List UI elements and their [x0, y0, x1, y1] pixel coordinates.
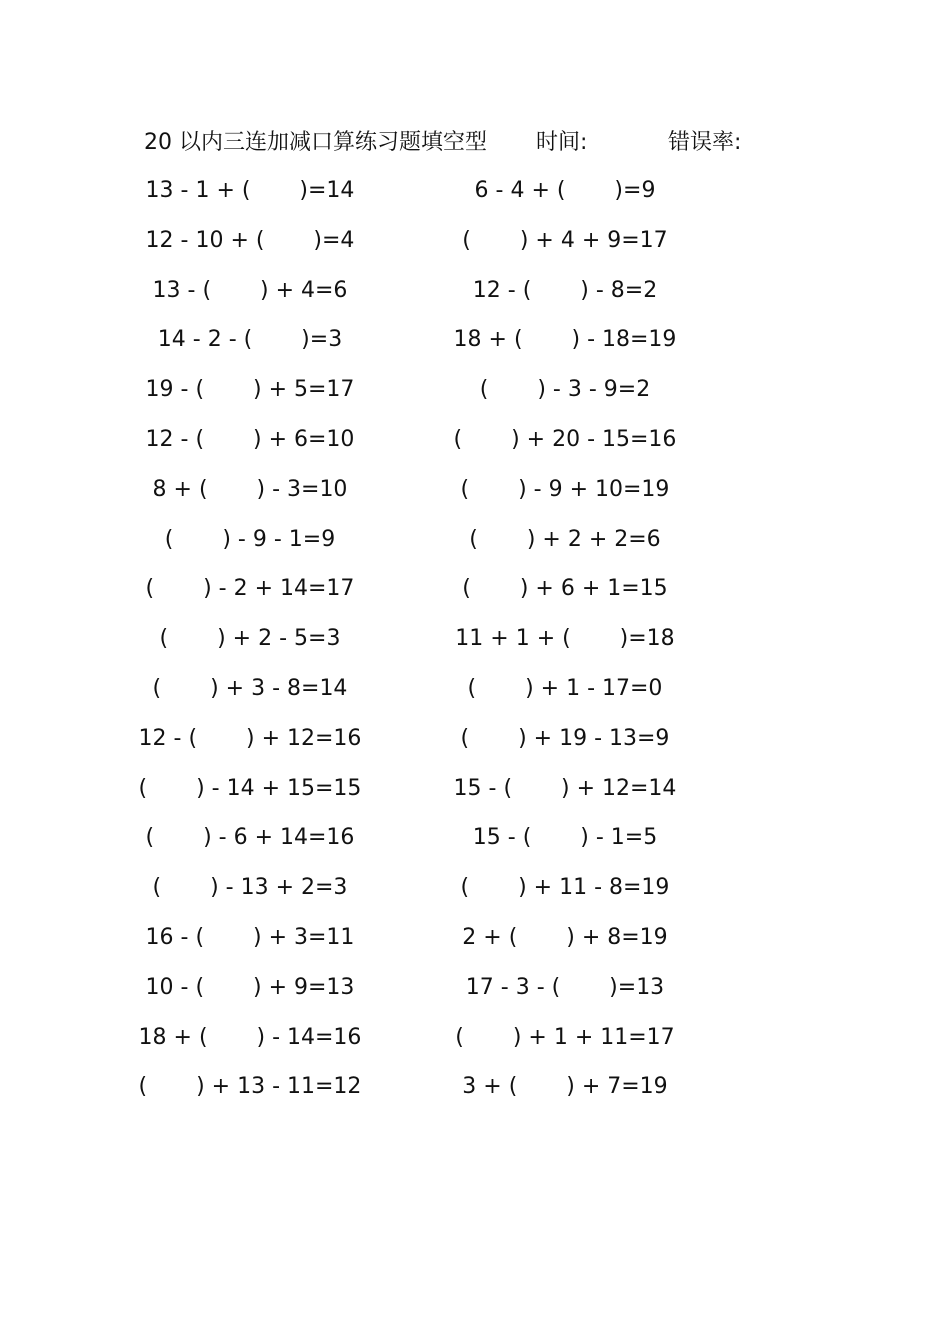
math-problem: ( ) + 13 - 11=12 [138, 1074, 362, 1100]
math-problem: 12 - ( ) + 6=10 [145, 426, 355, 452]
math-problem: 18 + ( ) - 18=19 [453, 327, 677, 353]
math-problem: ( ) - 6 + 14=16 [145, 825, 355, 851]
left-problem-column [130, 174, 370, 1120]
math-problem: 19 - ( ) + 5=17 [145, 377, 355, 403]
math-problem: 12 - ( ) + 12=16 [138, 725, 362, 751]
math-problem: ( ) - 2 + 14=17 [145, 576, 355, 602]
math-problem: ( ) - 9 + 10=19 [460, 476, 670, 502]
math-problem: 15 - ( ) - 1=5 [472, 825, 658, 851]
math-problem: 18 + ( ) - 14=16 [138, 1024, 362, 1050]
math-problem: 3 + ( ) + 7=19 [462, 1074, 668, 1100]
math-problem: ( ) + 19 - 13=9 [460, 725, 670, 751]
math-problem: ( ) + 3 - 8=14 [152, 675, 348, 701]
math-problem: 8 + ( ) - 3=10 [152, 476, 348, 502]
time-label: 时间: [536, 130, 588, 155]
math-problem: ( ) + 6 + 1=15 [462, 576, 668, 602]
math-problem: 12 - 10 + ( )=4 [145, 227, 355, 253]
error-rate-label: 错误率: [668, 130, 742, 155]
math-problem: 2 + ( ) + 8=19 [462, 924, 668, 950]
math-problem: ( ) + 20 - 15=16 [453, 426, 677, 452]
math-problem: 16 - ( ) + 3=11 [145, 924, 355, 950]
math-problem: ( ) + 1 + 11=17 [455, 1024, 675, 1050]
worksheet-header [144, 126, 784, 160]
math-problem: ( ) + 4 + 9=17 [462, 227, 668, 253]
math-problem: ( ) + 1 - 17=0 [467, 675, 663, 701]
worksheet-title: 20 以内三连加减口算练习题填空型 [144, 130, 487, 155]
math-problem: 12 - ( ) - 8=2 [472, 277, 658, 303]
math-problem: ( ) + 2 + 2=6 [469, 526, 661, 552]
math-problem: ( ) - 13 + 2=3 [152, 875, 348, 901]
math-problem: ( ) + 11 - 8=19 [460, 875, 670, 901]
math-problem: 10 - ( ) + 9=13 [145, 974, 355, 1000]
math-problem: 15 - ( ) + 12=14 [453, 775, 677, 801]
math-problem: 14 - 2 - ( )=3 [157, 327, 343, 353]
right-problem-column [445, 174, 685, 1120]
math-problem: 11 + 1 + ( )=18 [455, 626, 675, 652]
math-problem: ( ) - 14 + 15=15 [138, 775, 362, 801]
math-problem: 6 - 4 + ( )=9 [474, 178, 656, 203]
math-problem: ( ) - 9 - 1=9 [164, 526, 336, 552]
math-problem: 17 - 3 - ( )=13 [465, 974, 665, 1000]
math-problem: 13 - ( ) + 4=6 [152, 277, 348, 303]
math-problem: 13 - 1 + ( )=14 [145, 178, 355, 203]
math-problem: ( ) - 3 - 9=2 [479, 377, 651, 403]
math-problem: ( ) + 2 - 5=3 [159, 626, 341, 652]
